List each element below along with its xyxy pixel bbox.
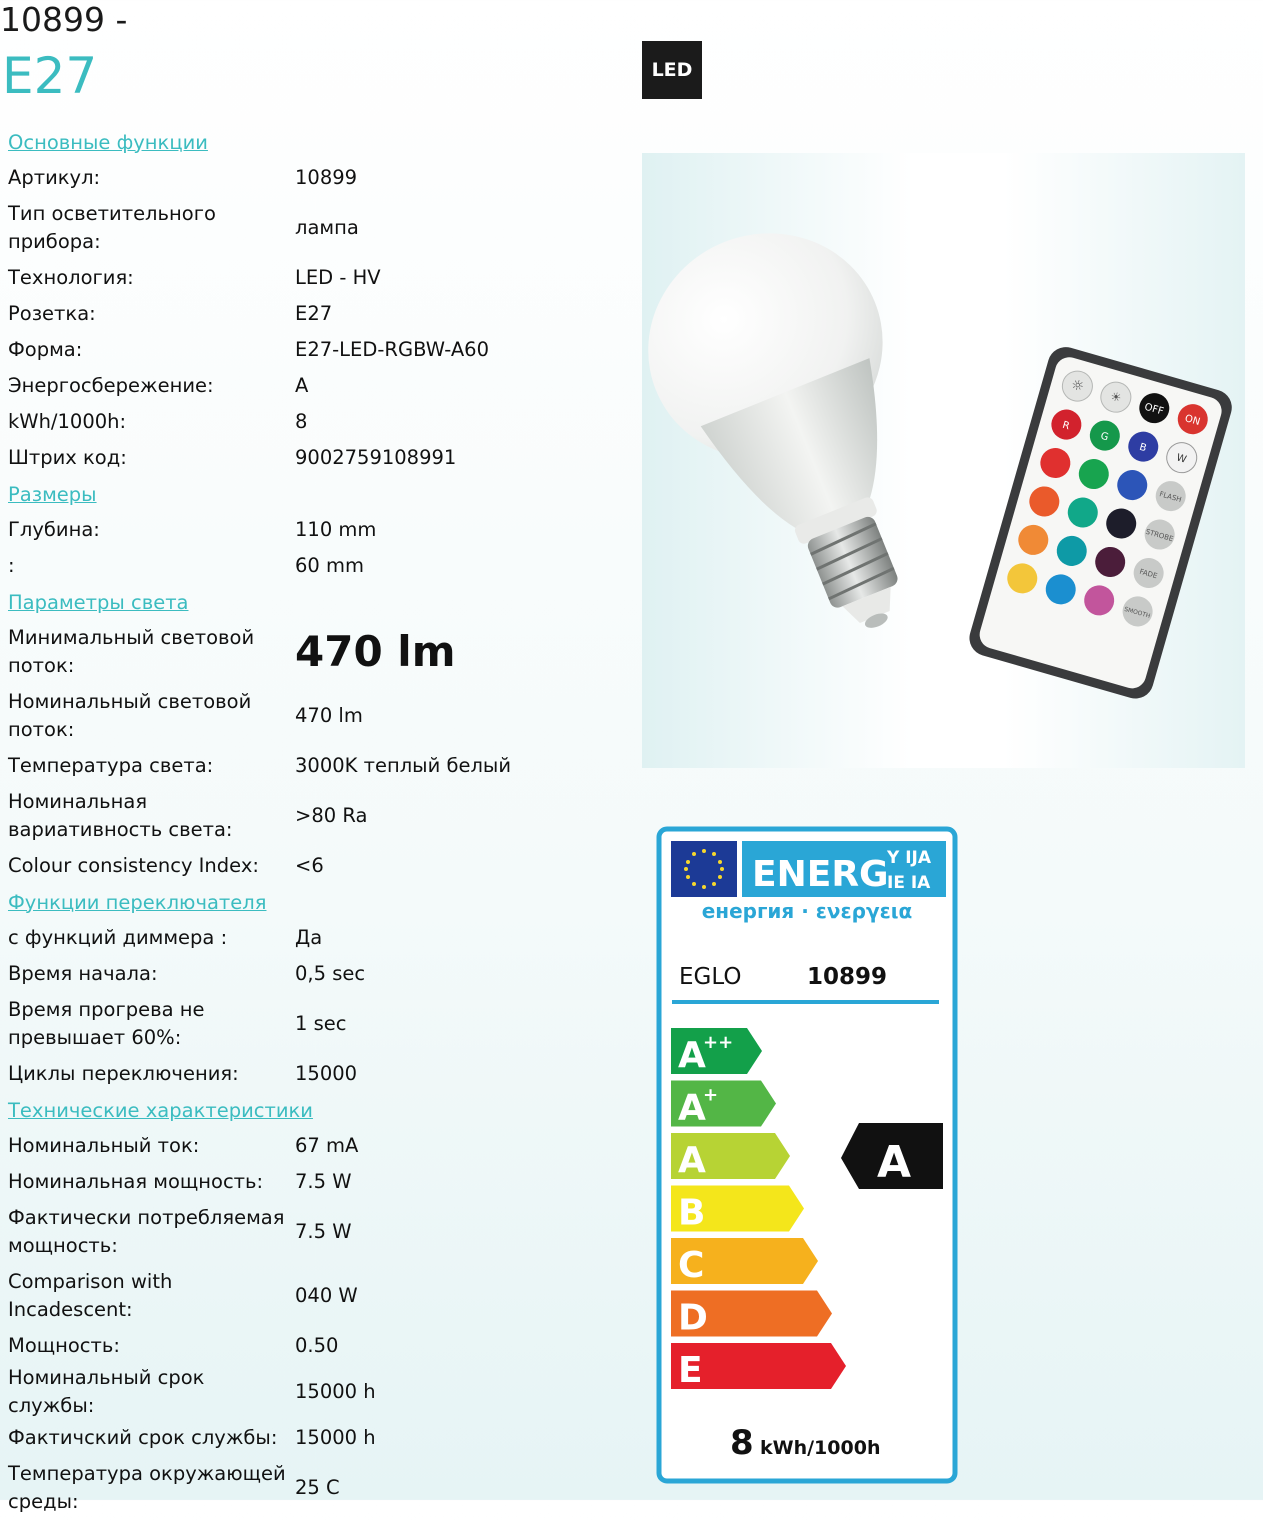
green-button-label: G (1099, 430, 1110, 444)
spec-row (8, 1200, 608, 1264)
article-title: 10899 - (0, 0, 128, 39)
spec-value: E27-LED-RGBW-A60 (295, 338, 490, 361)
section-title-main[interactable]: Основные функции (8, 130, 208, 154)
spec-row (8, 1456, 608, 1520)
spec-row (8, 1056, 608, 1092)
spec-label: Артикул: (8, 166, 101, 189)
red-button-label: R (1061, 419, 1071, 433)
spec-label: Номинальный ток: (8, 1134, 200, 1157)
spec-value: лампа (295, 216, 359, 239)
spec-label: Розетка: (8, 302, 96, 325)
spec-label: Номинальная вариативность света: (8, 790, 233, 841)
spec-value: 8 (295, 410, 308, 433)
spec-row (8, 296, 608, 332)
energy-class-letter: C (678, 1245, 705, 1286)
energy-label (656, 826, 958, 1484)
led-badge: LED (642, 41, 702, 99)
spec-label: Циклы переключения: (8, 1062, 239, 1085)
energy-class-letter: D (678, 1297, 708, 1339)
section-title-switch[interactable]: Функции переключателя (8, 890, 267, 914)
spec-value: 15000 h (295, 1380, 376, 1403)
spec-label: Штрих код: (8, 446, 127, 469)
spec-value: 60 mm (295, 554, 365, 577)
white-button-label: W (1175, 452, 1188, 466)
spec-value: 0.50 (295, 1334, 339, 1357)
spec-value: 110 mm (295, 518, 377, 541)
spec-row (8, 920, 608, 956)
spec-value-highlight: 470 lm (295, 627, 456, 676)
energy-label-graphic (656, 826, 958, 1484)
spec-label: Номинальная мощность: (8, 1170, 264, 1193)
section-title-dimensions[interactable]: Размеры (8, 482, 97, 506)
svg-text:☼: ☼ (1069, 376, 1086, 396)
blue-button-label: B (1138, 441, 1148, 455)
spec-value: 9002759108991 (295, 446, 457, 469)
spec-label: Глубина: (8, 518, 100, 541)
spec-label: Температура света: (8, 754, 214, 777)
spec-label: Мощность: (8, 1334, 120, 1357)
spec-row (8, 848, 608, 884)
model-number: 10899 (807, 964, 888, 990)
spec-label: : (8, 554, 15, 577)
spec-row (8, 368, 608, 404)
spec-label: Технология: (8, 266, 134, 289)
energy-class-plus: ++ (703, 1032, 734, 1053)
led-bulb (642, 198, 988, 670)
section-title-technical[interactable]: Технические характеристики (8, 1098, 313, 1122)
rating-class: A (876, 1137, 912, 1188)
spec-row (8, 1264, 608, 1328)
supplier-name: EGLO (679, 964, 742, 990)
strobe-button-label: STROBE (1144, 527, 1175, 544)
energy-suffix-top: Y IJA (887, 848, 932, 868)
off-button-label: OFF (1143, 401, 1165, 418)
spec-label: Минимальный световой поток: (8, 626, 255, 677)
spec-row (8, 512, 608, 548)
spec-value: 0,5 sec (295, 962, 366, 985)
energy-class-letter: A (678, 1035, 706, 1076)
spec-label: Фактически потребляемая мощность: (8, 1206, 285, 1257)
spec-label: Температура окружающей среды: (8, 1462, 286, 1513)
spec-row (8, 1364, 608, 1420)
spec-value: E27 (295, 302, 333, 325)
consumption-unit: kWh/1000h (760, 1437, 881, 1459)
spec-row (8, 332, 608, 368)
section-title-light[interactable]: Параметры света (8, 590, 189, 614)
spec-row (8, 196, 608, 260)
spec-label: Номинальный срок службы: (8, 1366, 205, 1417)
spec-row (8, 956, 608, 992)
energy-class-letter: A (678, 1140, 706, 1181)
spec-value: 67 mA (295, 1134, 359, 1157)
spec-value: 15000 h (295, 1426, 376, 1449)
spec-row (8, 1164, 608, 1200)
spec-value: 040 W (295, 1284, 358, 1307)
spec-row (8, 748, 608, 784)
spec-label: Фактичский срок службы: (8, 1426, 278, 1449)
spec-table (8, 124, 608, 1520)
remote-control (965, 343, 1236, 703)
on-button-label: ON (1183, 413, 1202, 429)
energy-class-letter: E (678, 1350, 703, 1391)
spec-value: A (295, 374, 309, 397)
spec-row (8, 992, 608, 1056)
energy-suffix-bottom: IE IA (887, 873, 931, 893)
spec-row (8, 1328, 608, 1364)
spec-label: Colour consistency Index: (8, 854, 259, 877)
spec-row (8, 160, 608, 196)
spec-value: <6 (295, 854, 324, 877)
spec-value: 15000 (295, 1062, 358, 1085)
spec-value: 7.5 W (295, 1220, 352, 1243)
spec-label: Тип осветительного прибора: (8, 202, 216, 253)
energy-class-plus: + (703, 1084, 719, 1106)
spec-label: Форма: (8, 338, 83, 361)
spec-row (8, 548, 608, 584)
spec-value: 7.5 W (295, 1170, 352, 1193)
spec-row (8, 1128, 608, 1164)
spec-value: 3000K теплый белый (295, 754, 512, 777)
spec-row (8, 684, 608, 748)
fade-button-label: FADE (1138, 567, 1159, 581)
smooth-button-label: SMOOTH (1123, 605, 1151, 620)
spec-row (8, 404, 608, 440)
spec-label: Номинальный световой поток: (8, 690, 252, 741)
spec-label: Время начала: (8, 962, 158, 985)
energy-subtitle: енергия · ενεργεια (701, 899, 913, 923)
spec-row (8, 1420, 608, 1456)
spec-row (8, 784, 608, 848)
spec-row (8, 620, 608, 684)
spec-value: >80 Ra (295, 804, 368, 827)
spec-label: kWh/1000h: (8, 410, 127, 433)
product-photo (642, 153, 1245, 768)
spec-value: LED - HV (295, 266, 381, 289)
spec-label: Энергосбережение: (8, 374, 214, 397)
spec-label: с функций диммера : (8, 926, 228, 949)
svg-text:☀: ☀ (1108, 388, 1123, 406)
spec-value: 25 C (295, 1476, 340, 1499)
flash-button-label: FLASH (1158, 490, 1183, 505)
spec-row (8, 440, 608, 476)
energy-class-letter: B (678, 1192, 706, 1234)
energy-class-letter: A (678, 1087, 706, 1129)
spec-value: 470 lm (295, 704, 363, 727)
bulb-and-remote-illustration (642, 153, 1245, 768)
spec-label: Время прогрева не превышает 60%: (8, 998, 205, 1049)
consumption-value: 8 (730, 1423, 754, 1463)
spec-label: Comparison with Incadescent: (8, 1270, 173, 1321)
spec-value: Да (295, 926, 323, 949)
spec-value: 1 sec (295, 1012, 347, 1035)
socket-title: E27 (2, 47, 98, 105)
spec-row (8, 260, 608, 296)
spec-value: 10899 (295, 166, 358, 189)
energy-heading: ENERG (752, 854, 889, 895)
